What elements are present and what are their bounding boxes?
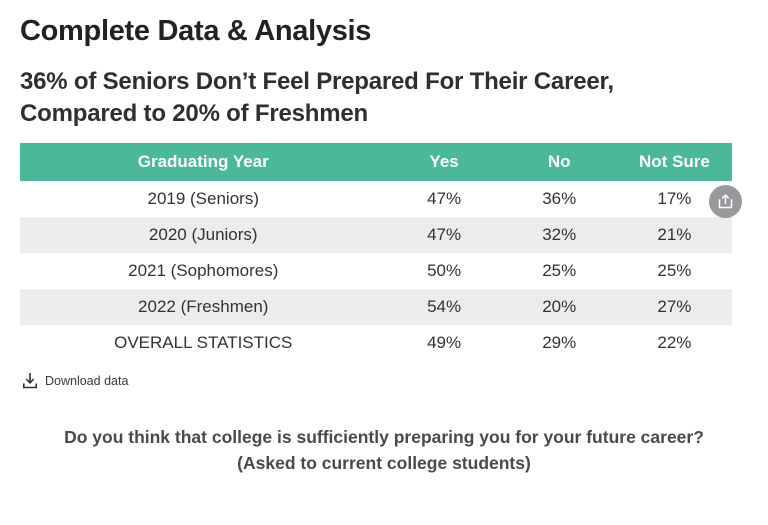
table-row (20, 325, 732, 361)
share-button[interactable] (709, 185, 742, 218)
cell-no: 20% (502, 289, 617, 325)
table-row (20, 289, 732, 325)
cell-yes: 49% (387, 325, 502, 361)
cell-yes: 47% (387, 217, 502, 253)
cell-not-sure: 22% (617, 325, 732, 361)
data-table (20, 143, 732, 361)
table-header (20, 143, 732, 181)
cell-not-sure: 25% (617, 253, 732, 289)
share-icon (717, 193, 734, 210)
cell-year: 2021 (Sophomores) (20, 253, 387, 289)
cell-not-sure: 21% (617, 217, 732, 253)
chart-title: 36% of Seniors Don’t Feel Prepared For Their Career, Compared to 20% of Freshmen (20, 67, 614, 127)
download-data-label: Download data (45, 374, 129, 389)
cell-yes: 50% (387, 253, 502, 289)
cell-year: OVERALL STATISTICS (20, 325, 387, 361)
table-row (20, 181, 732, 217)
table-row (20, 253, 732, 289)
cell-no: 32% (502, 217, 617, 253)
cell-year: 2019 (Seniors) (20, 181, 387, 217)
cell-year: 2020 (Juniors) (20, 217, 387, 253)
table-row (20, 217, 732, 253)
column-header-no: No (502, 143, 617, 181)
cell-year: 2022 (Freshmen) (20, 289, 387, 325)
cell-not-sure: 27% (617, 289, 732, 325)
download-data-link[interactable] (22, 372, 748, 390)
column-header-graduating-year: Graduating Year (20, 143, 387, 181)
cell-not-sure: 17% (617, 181, 732, 217)
cell-no: 29% (502, 325, 617, 361)
table-body (20, 181, 732, 361)
cell-yes: 47% (387, 181, 502, 217)
chart-subtitle: Do you think that college is sufficiently preparing you for your future career? (Asked to current college students) (64, 427, 704, 474)
cell-no: 36% (502, 181, 617, 217)
cell-yes: 54% (387, 289, 502, 325)
page-title: Complete Data & Analysis (20, 15, 372, 47)
table-header-row (20, 143, 732, 181)
column-header-not-sure: Not Sure (617, 143, 732, 181)
download-icon (22, 372, 38, 390)
column-header-yes: Yes (387, 143, 502, 181)
cell-no: 25% (502, 253, 617, 289)
